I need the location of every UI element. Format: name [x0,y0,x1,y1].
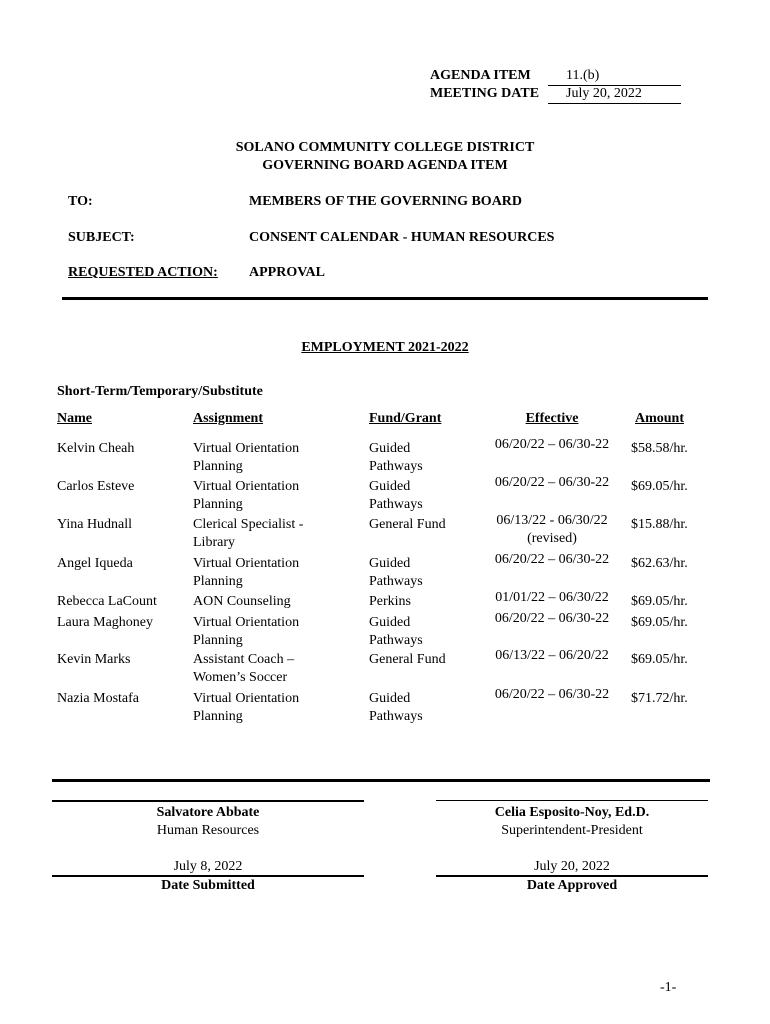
cell-name: Yina Hudnall [57,517,133,532]
cell-amount: $15.88/hr. [631,517,688,532]
fund-line: Guided [369,479,411,494]
left-signature-line [52,800,364,802]
cell-effective [490,647,614,665]
fund-line: Perkins [369,594,411,609]
assignment-line: Virtual Orientation [193,479,300,494]
signature-divider [52,779,710,782]
fund-line: Pathways [369,633,423,648]
fund-line: Pathways [369,709,423,724]
effective-line: 01/01/22 – 06/30/22 [495,590,609,605]
cell-assignment [193,555,299,591]
left-date-label: Date Submitted [161,878,255,893]
fund-line: General Fund [369,652,446,667]
cell-fund [369,440,423,476]
assignment-line: Virtual Orientation [193,615,300,630]
cell-amount: $71.72/hr. [631,691,688,706]
effective-line: 06/13/22 - 06/30/22 [496,513,608,528]
cell-assignment [193,651,294,687]
cell-amount: $69.05/hr. [631,652,688,667]
district-title: SOLANO COMMUNITY COLLEGE DISTRICT [235,140,535,155]
assignment-line: Virtual Orientation [193,556,300,571]
cell-amount: $69.05/hr. [631,615,688,630]
right-signature-line [436,800,708,801]
cell-name: Laura Maghoney [57,615,154,630]
cell-fund [369,690,423,726]
assignment-line: Planning [193,497,243,512]
employment-title: EMPLOYMENT 2021-2022 [301,340,469,355]
left-signer-title: Human Resources [156,823,260,838]
cell-name: Carlos Esteve [57,479,135,494]
header-assignment: Assignment [193,411,264,426]
left-date: July 8, 2022 [173,859,243,874]
cell-assignment [193,690,299,726]
agenda-title: GOVERNING BOARD AGENDA ITEM [262,158,508,173]
assignment-line: Virtual Orientation [193,441,300,456]
cell-amount: $69.05/hr. [631,479,688,494]
right-signer-name: Celia Esposito-Noy, Ed.D. [494,805,650,820]
assignment-line: Library [193,535,235,550]
fund-line: Guided [369,615,411,630]
cell-name: Rebecca LaCount [57,594,157,609]
requested-action-label: REQUESTED ACTION: [68,265,218,280]
cell-amount: $62.63/hr. [631,556,688,571]
cell-name: Nazia Mostafa [57,691,140,706]
effective-line: 06/20/22 – 06/30-22 [494,687,610,702]
fund-line: Guided [369,556,411,571]
assignment-line: Planning [193,459,243,474]
meeting-date-label: MEETING DATE [430,86,540,101]
fund-line: Guided [369,691,411,706]
effective-line: 06/20/22 – 06/30-22 [494,475,610,490]
right-date: July 20, 2022 [534,859,610,874]
cell-amount: $69.05/hr. [631,594,688,609]
effective-line: 06/20/22 – 06/30-22 [494,552,610,567]
cell-effective [490,474,614,492]
cell-name: Kelvin Cheah [57,441,135,456]
agenda-item-label: AGENDA ITEM [430,68,531,83]
to-label: TO: [68,194,93,209]
cell-fund [369,516,446,534]
page-number: -1- [660,980,677,995]
cell-assignment [193,614,299,650]
agenda-item-value: 11.(b) [566,68,600,83]
to-value: MEMBERS OF THE GOVERNING BOARD [249,194,523,209]
assignment-line: AON Counseling [193,594,291,609]
effective-line: 06/13/22 – 06/20/22 [495,648,609,663]
cell-amount: $58.58/hr. [631,441,688,456]
header-amount: Amount [635,411,685,426]
right-date-label: Date Approved [526,878,618,893]
left-date-line [52,875,364,877]
cell-effective [490,610,614,628]
assignment-line: Assistant Coach – [193,652,295,667]
cell-fund [369,555,423,591]
fund-line: Pathways [369,459,423,474]
cell-assignment [193,478,299,514]
right-date-line [436,875,708,877]
assignment-line: Planning [193,574,243,589]
effective-line: 06/20/22 – 06/30-22 [494,611,610,626]
assignment-line: Planning [193,633,243,648]
assignment-line: Planning [193,709,243,724]
meeting-date-value: July 20, 2022 [566,86,642,101]
assignment-line: Virtual Orientation [193,691,300,706]
requested-action-value: APPROVAL [249,265,325,280]
cell-effective [490,686,614,704]
right-signer-title: Superintendent-President [501,823,643,838]
meeting-date-underline [548,103,681,104]
effective-line: (revised) [527,531,577,546]
fund-line: Pathways [369,574,423,589]
cell-fund [369,614,423,650]
header-effective: Effective [525,411,579,426]
fund-line: General Fund [369,517,446,532]
cell-effective [490,551,614,569]
subject-label: SUBJECT: [68,230,135,245]
cell-assignment [193,440,299,476]
subsection-title: Short-Term/Temporary/Substitute [57,384,263,399]
header-fund: Fund/Grant [369,411,442,426]
effective-line: 06/20/22 – 06/30-22 [494,437,610,452]
fund-line: Pathways [369,497,423,512]
cell-fund [369,593,411,611]
cell-effective [490,512,614,548]
cell-name: Angel Iqueda [57,556,133,571]
subject-value: CONSENT CALENDAR - HUMAN RESOURCES [249,230,555,245]
cell-effective [490,436,614,454]
cell-fund [369,651,446,669]
header-name: Name [57,411,92,426]
cell-effective [490,589,614,607]
fund-line: Guided [369,441,411,456]
cell-name: Kevin Marks [57,652,131,667]
assignment-line: Women’s Soccer [193,670,288,685]
assignment-line: Clerical Specialist - [193,517,304,532]
cell-fund [369,478,423,514]
cell-assignment [193,516,303,552]
left-signer-name: Salvatore Abbate [156,805,260,820]
section-divider [62,297,708,300]
cell-assignment [193,593,291,611]
